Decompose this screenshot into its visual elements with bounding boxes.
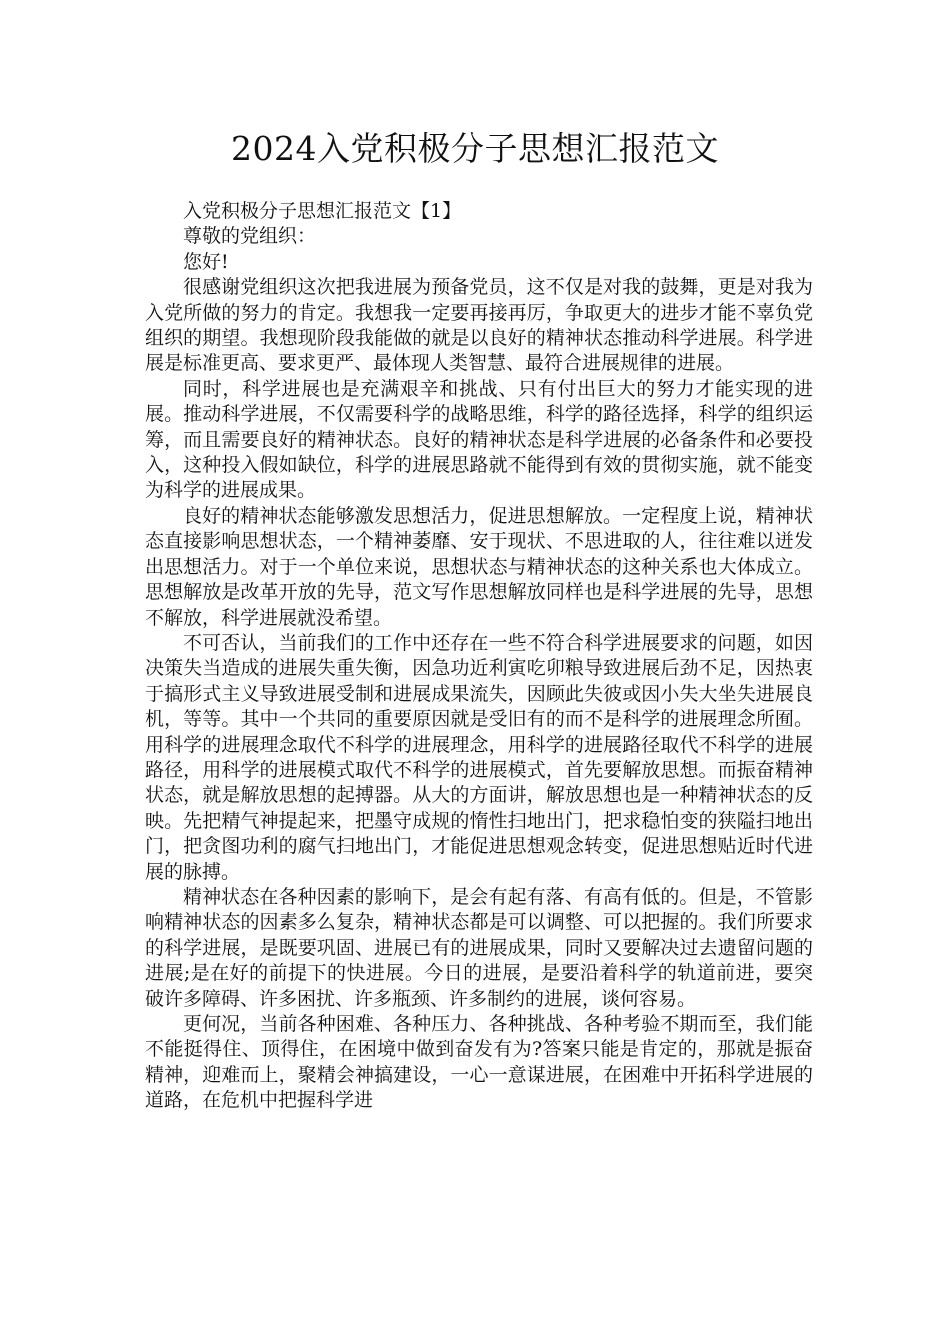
paragraph: 精神状态在各种因素的影响下，是会有起有落、有高有低的。但是，不管影响精神状态的因素多么复杂，精神状态都是可以调整、可以把握的。我们所要求的科学进展，是既要巩固、进展已有的进展成果，同时又要解决过去遗留问题的进展;是在好的前提下的快进展。今日的进展，是要沿着科学的轨道前进，要突破许多障碍、许多困扰、许多瓶颈、许多制约的进展，谈何容易。 [145,885,813,1010]
paragraph: 很感谢党组织这次把我进展为预备党员，这不仅是对我的鼓舞，更是对我为入党所做的努力的肯定。我想我一定要再接再厉，争取更大的进步才能不辜负党组织的期望。我想现阶段我能做的就是以良好的精神状态推动科学进展。科学进展是标准更高、要求更严、最体现人类智慧、最符合进展规律的进展。 [145,276,813,375]
document-body [145,199,813,1114]
greeting: 您好! [183,250,229,273]
salutation: 尊敬的党组织： [183,225,317,248]
paragraph: 更何况，当前各种困难、各种压力、各种挑战、各种考验不期而至，我们能不能挺得住、顶得住，在困境中做到奋发有为?答案只能是肯定的，那就是振奋精神，迎难而上，聚精会神搞建设，一心一意谋进展，在困难中开拓科学进展的道路，在危机中把握科学进 [145,1013,813,1112]
section-heading: 入党积极分子思想汇报范文【1】 [183,200,462,222]
document-title: 2024入党积极分子思想汇报范文 [231,129,719,168]
paragraph: 不可否认，当前我们的工作中还存在一些不符合科学进展要求的问题，如因决策失当造成的进展失重失衡，因急功近利寅吃卯粮导致进展后劲不足，因热衷于搞形式主义导致进展受制和进展成果流失，因顾此失彼或因小失大坐失进展良机，等等。其中一个共同的重要原因就是受旧有的而不是科学的进展理念所囿。用科学的进展理念取代不科学的进展理念，用科学的进展路径取代不科学的进展路径，用科学的进展模式取代不科学的进展模式，首先要解放思想。而振奋精神状态，就是解放思想的起搏器。从大的方面讲，解放思想也是一种精神状态的反映。先把精气神提起来，把墨守成规的惰性扫地出门，把求稳怕变的狭隘扫地出门，把贪图功利的腐气扫地出门，才能促进思想观念转变，促进思想贴近时代进展的脉搏。 [145,631,813,883]
paragraph: 同时，科学进展也是充满艰辛和挑战、只有付出巨大的努力才能实现的进展。推动科学进展，不仅需要科学的战略思维，科学的路径选择，科学的组织运筹，而且需要良好的精神状态。良好的精神状态是科学进展的必备条件和必要投入，这种投入假如缺位，科学的进展思路就不能得到有效的贯彻实施，就不能变为科学的进展成果。 [145,377,813,502]
paragraph: 良好的精神状态能够激发思想活力，促进思想解放。一定程度上说，精神状态直接影响思想状态，一个精神萎靡、安于现状、不思进取的人，往往难以迸发出思想活力。对于一个单位来说，思想状态与精神状态的这种关系也大体成立。思想解放是改革开放的先导，范文写作思想解放同样也是科学进展的先导，思想不解放，科学进展就没希望。 [145,504,813,629]
